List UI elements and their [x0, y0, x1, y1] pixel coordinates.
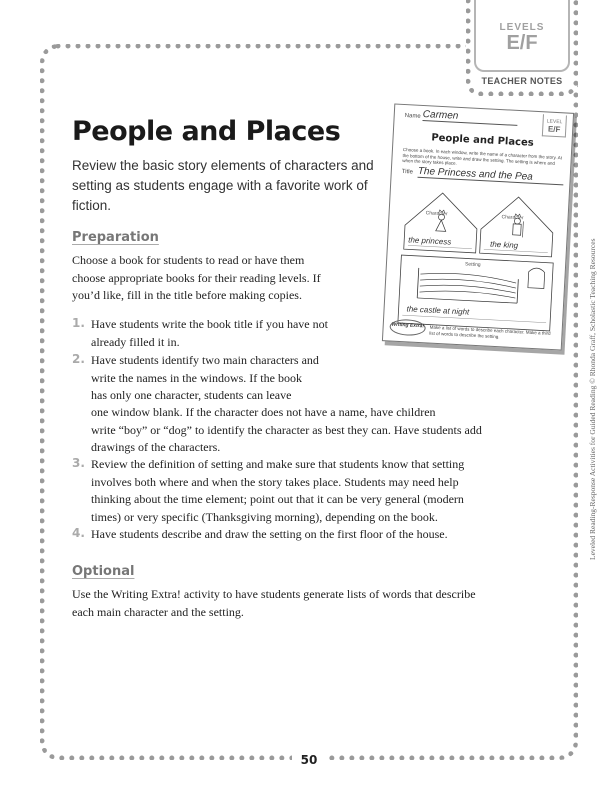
- preparation-line: you’d like, fill in the title before making copies.: [72, 288, 302, 302]
- preparation-heading: Preparation: [72, 230, 159, 245]
- step-line: one window blank. If the character does not have a name, have children: [91, 405, 436, 419]
- levels-value: E/F: [506, 32, 538, 54]
- step-line: write “boy” or “dog” to identify the character as best they can. Have students add: [91, 422, 482, 437]
- step-line: times) or very specific (Thanksgiving morning), depending on the book.: [91, 509, 438, 524]
- writing-extra-badge: Writing Extra!: [389, 319, 426, 337]
- step-line: Have students describe and draw the setting on the first floor of the house.: [91, 527, 448, 541]
- worksheet-title: People and Places: [431, 132, 534, 149]
- character2-name: the king: [489, 239, 519, 251]
- step-line: has only one character, students can leave: [91, 388, 292, 402]
- step-text: [91, 352, 319, 405]
- optional-heading: Optional: [72, 564, 135, 579]
- step-line: involves both where and when the story takes place. Students may need help: [91, 474, 459, 489]
- optional-text: [72, 586, 476, 621]
- optional-line: each main character and the setting.: [72, 604, 244, 619]
- step-text-continued: [91, 404, 482, 457]
- page-title: People and Places: [72, 116, 341, 147]
- worksheet-level-label: LEVEL: [546, 118, 563, 126]
- worksheet-level-box: [542, 114, 567, 137]
- step-text: [91, 526, 448, 544]
- levels-label: LEVELS: [499, 22, 545, 33]
- character2-label: Character: [501, 214, 524, 222]
- worksheet-preview: [382, 103, 574, 350]
- optional-line: Use the Writing Extra! activity to have students generate lists of words that describe: [72, 587, 476, 601]
- step-line: Review the definition of setting and make sure that students know that setting: [91, 457, 465, 471]
- house-drawing: [396, 185, 559, 333]
- worksheet-level-value: E/F: [547, 124, 561, 135]
- side-credit: Leveled Reading-Response Activities for Guided Reading © Rhonda Graff, Scholastic Teaching Resources: [588, 238, 597, 560]
- step-text: [91, 316, 328, 351]
- step-number: 4.: [72, 526, 85, 540]
- step-number: 3.: [72, 456, 85, 470]
- setting-label: Setting: [464, 261, 481, 269]
- intro-text: Review the basic story elements of characters and setting as students engage with a favorite work of fiction.: [72, 158, 374, 213]
- worksheet-instructions: Choose a book. In each window, write the name of a character from the story. At the bottom of the house, write and draw the setting. The setting is where and when the story takes place.: [402, 146, 563, 166]
- step-line: Have students write the book title if you have not: [91, 317, 328, 331]
- teacher-notes-label: TEACHER NOTES: [481, 76, 563, 86]
- setting-value: the castle at night: [406, 304, 470, 317]
- step-line: thinking about the time element; point out that it can be very general (modern: [91, 492, 464, 506]
- character1-label: Character: [425, 210, 448, 218]
- worksheet-name-label: Name: [404, 113, 421, 120]
- preparation-line: Choose a book for students to read or have them: [72, 253, 305, 267]
- preparation-text: [72, 252, 321, 305]
- step-line: write the names in the windows. If the book: [91, 370, 302, 385]
- step-number: 1.: [72, 316, 85, 330]
- level-tab-inner: [474, 0, 570, 72]
- step-line: Have students identify two main characters and: [91, 353, 319, 367]
- page-number: 50: [292, 750, 326, 770]
- step-line: already filled it in.: [91, 334, 180, 349]
- step-line: drawings of the characters.: [91, 440, 221, 454]
- step-number: 2.: [72, 352, 85, 366]
- worksheet-extra-text: Make a list of words to describe each character. Make a third list of words to describe the setting.: [429, 324, 551, 339]
- step-text: [91, 456, 464, 526]
- worksheet-title-label: Title: [401, 168, 414, 176]
- worksheet-title-value: The Princess and the Pea: [417, 166, 563, 186]
- preparation-line: choose appropriate books for their reading levels. If: [72, 270, 321, 285]
- character1-name: the princess: [407, 235, 452, 247]
- worksheet-name-value: Carmen: [422, 109, 517, 126]
